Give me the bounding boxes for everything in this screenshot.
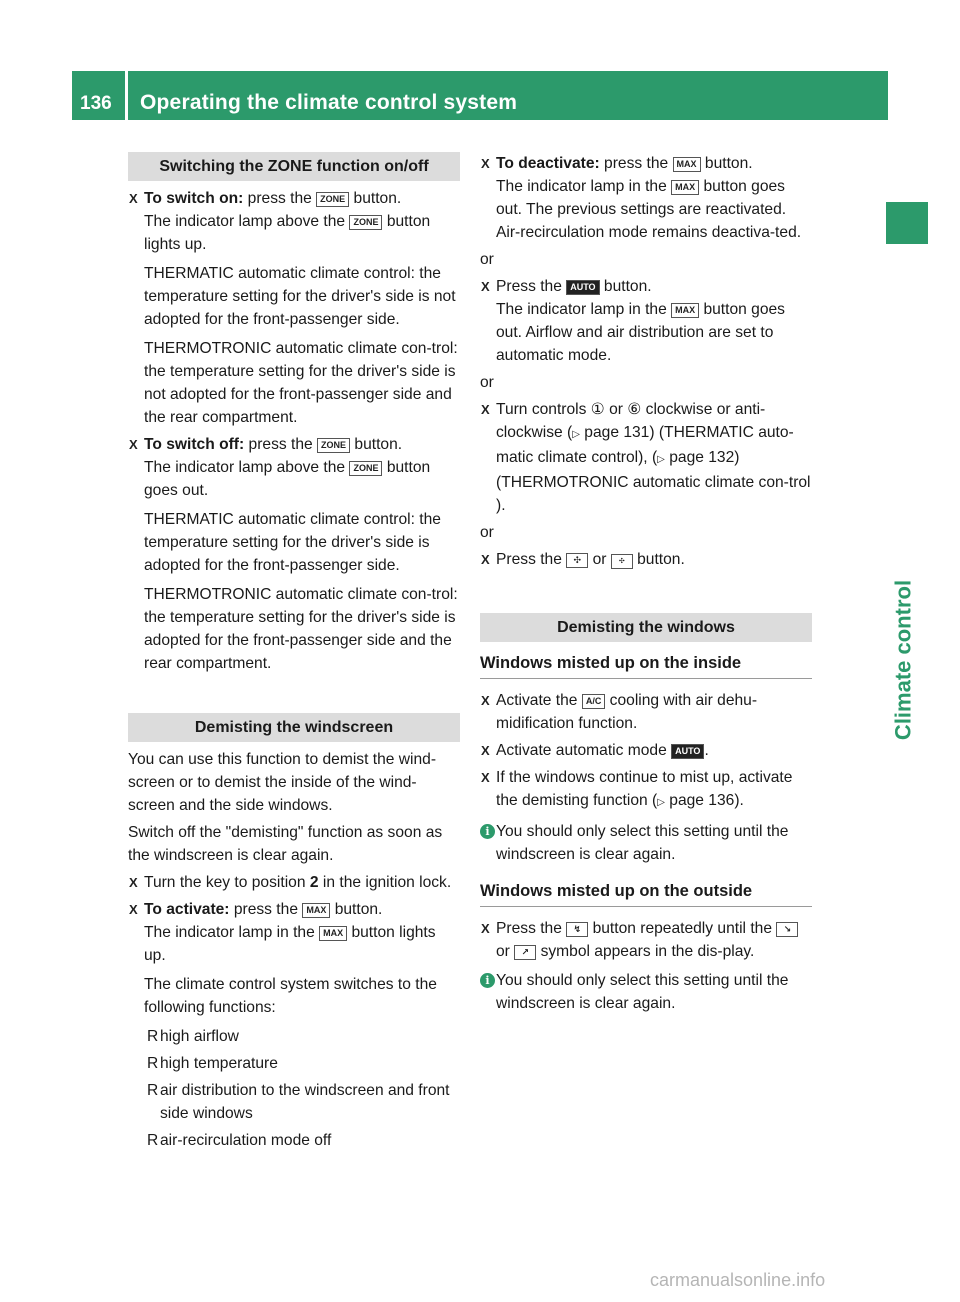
auto-mode-step: X Activate automatic mode AUTO . xyxy=(480,739,812,762)
zone-section-heading: Switching the ZONE function on/off xyxy=(128,152,460,181)
air-footwell-icon: ↘ xyxy=(776,922,798,937)
ac-button-icon: A/C xyxy=(582,694,606,709)
activate-functions-text: The climate control system switches to the following functions: xyxy=(144,976,437,1016)
list-item: R high airflow xyxy=(144,1025,460,1048)
step-arrow-icon: X xyxy=(481,693,490,708)
ac-step: X Activate the A/C cooling with air dehu-midification function. xyxy=(480,689,812,735)
zone-button-icon: ZONE xyxy=(316,192,349,207)
step-arrow-icon: X xyxy=(481,279,490,294)
air-distribution-step: X Press the ↯ button repeatedly until the ↘ or ↗ symbol appears in the dis-play. xyxy=(480,917,812,963)
control-1-icon: ① xyxy=(590,401,605,418)
switch-off-thermatic-text: THERMATIC automatic climate control: the temperature setting for the driver's side is adopted for the front-passenger side. xyxy=(144,511,441,574)
or-separator: or xyxy=(480,251,494,268)
defrost-max-icon: MAX xyxy=(671,303,699,318)
info-icon: i xyxy=(480,824,495,839)
left-column xyxy=(128,152,460,1152)
turn-controls-step: X Turn controls ① or ⑥ clockwise or anti-clockwise (▷ page 131) (THERMATIC auto-matic climate control), (▷ page 132) (THERMOTRONIC automatic climate con-trol ). xyxy=(480,398,812,517)
air-distribution-icon: ↯ xyxy=(566,922,588,937)
step-arrow-icon: X xyxy=(129,191,138,206)
windscreen-section-heading: Demisting the windscreen xyxy=(128,713,460,742)
continue-mist-step: X If the windows continue to mist up, activate the demisting function (▷ page 136). xyxy=(480,766,812,814)
ignition-key-step: X Turn the key to position 2 in the ignition lock. xyxy=(128,871,460,894)
windscreen-intro: You can use this function to demist the wind-screen or to demist the inside of the wind-screen and the side windows. xyxy=(128,751,437,814)
bullet-icon: R xyxy=(147,1055,159,1072)
watermark: carmanualsonline.info xyxy=(650,1270,826,1290)
defrost-max-icon: MAX xyxy=(673,157,701,172)
bullet-icon: R xyxy=(147,1028,159,1045)
step-arrow-icon: X xyxy=(129,902,138,917)
fan-increase-icon: ✣ xyxy=(566,553,588,568)
defrost-max-icon: MAX xyxy=(319,926,347,941)
step-arrow-icon: X xyxy=(481,552,490,567)
list-item: R air distribution to the windscreen and front side windows xyxy=(144,1079,460,1125)
fan-step: X Press the ✣ or ✣ button. xyxy=(480,548,812,571)
bullet-icon: R xyxy=(147,1132,159,1149)
page-ref-icon: ▷ xyxy=(657,797,665,808)
or-separator: or xyxy=(480,374,494,391)
auto-step: X Press the AUTO button. The indicator lamp in the MAX button goes out. Airflow and air distribution are set to automatic mode. xyxy=(480,275,812,367)
air-windscreen-icon: ↗ xyxy=(514,945,536,960)
step-arrow-icon: X xyxy=(129,437,138,452)
step-arrow-icon: X xyxy=(481,743,490,758)
auto-button-icon: AUTO xyxy=(566,280,599,295)
info-note-inside: i You should only select this setting until the windscreen is clear again. xyxy=(480,820,812,866)
switch-on-step: X To switch on: press the ZONE button. The indicator lamp above the ZONE button lights up. THERMATIC automatic climate control: the temperature setting for the driver's side is not adopted for the front-passenger side. THERMOTRONIC automatic climate con-trol: the temperature setting for the driver's side is not adopted for the front-passenger side and the rear compartment. xyxy=(128,187,460,429)
page-title: Operating the climate control system xyxy=(140,91,518,114)
page-number: 136 xyxy=(80,93,112,114)
switch-off-thermotronic-text: THERMOTRONIC automatic climate con-trol: the temperature setting for the driver's side is adopted for the front-passenger side and the rear compartment. xyxy=(144,586,458,672)
side-tab-marker xyxy=(886,202,928,244)
list-item: R air-recirculation mode off xyxy=(144,1129,460,1152)
switch-off-step: X To switch off: press the ZONE button. The indicator lamp above the ZONE button goes out. THERMATIC automatic climate control: the temperature setting for the driver's side is adopted for the front-passenger side. THERMOTRONIC automatic climate con-trol: the temperature setting for the driver's side is adopted for the front-passenger side and the rear compartment. xyxy=(128,433,460,675)
control-6-icon: ⑥ xyxy=(627,401,642,418)
activate-step: X To activate: press the MAX button. The indicator lamp in the MAX button lights up. The climate control system switches to the following functions: R high airflow R high temperature R air distribution to the windscreen and front side windows R air-recirculation mode off xyxy=(128,898,460,1152)
windows-section-heading: Demisting the windows xyxy=(480,613,812,642)
list-item: R high temperature xyxy=(144,1052,460,1075)
step-arrow-icon: X xyxy=(481,402,490,417)
auto-button-icon: AUTO xyxy=(671,744,704,759)
switch-on-thermotronic-text: THERMOTRONIC automatic climate con-trol: the temperature setting for the driver's side is not adopted for the front-passenger side and the rear compartment. xyxy=(144,340,458,426)
deactivate-step: X To deactivate: press the MAX button. The indicator lamp in the MAX button goes out. The previous settings are reactivated. Air-recirculation mode remains deactiva-ted. xyxy=(480,152,812,244)
step-arrow-icon: X xyxy=(481,770,490,785)
switch-on-thermatic-text: THERMATIC automatic climate control: the temperature setting for the driver's side is not adopted for the front-passenger side. xyxy=(144,265,456,328)
outside-subheading: Windows misted up on the outside xyxy=(480,880,812,907)
page-ref-icon: ▷ xyxy=(572,429,580,440)
zone-button-icon: ZONE xyxy=(349,461,382,476)
right-column xyxy=(480,152,812,1015)
step-arrow-icon: X xyxy=(481,156,490,171)
defrost-max-icon: MAX xyxy=(302,903,330,918)
or-separator: or xyxy=(480,524,494,541)
page-ref-icon: ▷ xyxy=(657,454,665,465)
windscreen-switch-off-note: Switch off the "demisting" function as soon as the windscreen is clear again. xyxy=(128,824,443,864)
info-note-outside: i You should only select this setting until the windscreen is clear again. xyxy=(480,969,812,1015)
bullet-icon: R xyxy=(147,1082,159,1099)
step-arrow-icon: X xyxy=(129,875,138,890)
inside-subheading: Windows misted up on the inside xyxy=(480,652,812,679)
step-arrow-icon: X xyxy=(481,921,490,936)
zone-button-icon: ZONE xyxy=(317,438,350,453)
zone-button-icon: ZONE xyxy=(349,215,382,230)
fan-decrease-icon: ✣ xyxy=(611,554,633,569)
info-icon: i xyxy=(480,973,495,988)
header-divider xyxy=(125,71,128,120)
defrost-max-icon: MAX xyxy=(671,180,699,195)
